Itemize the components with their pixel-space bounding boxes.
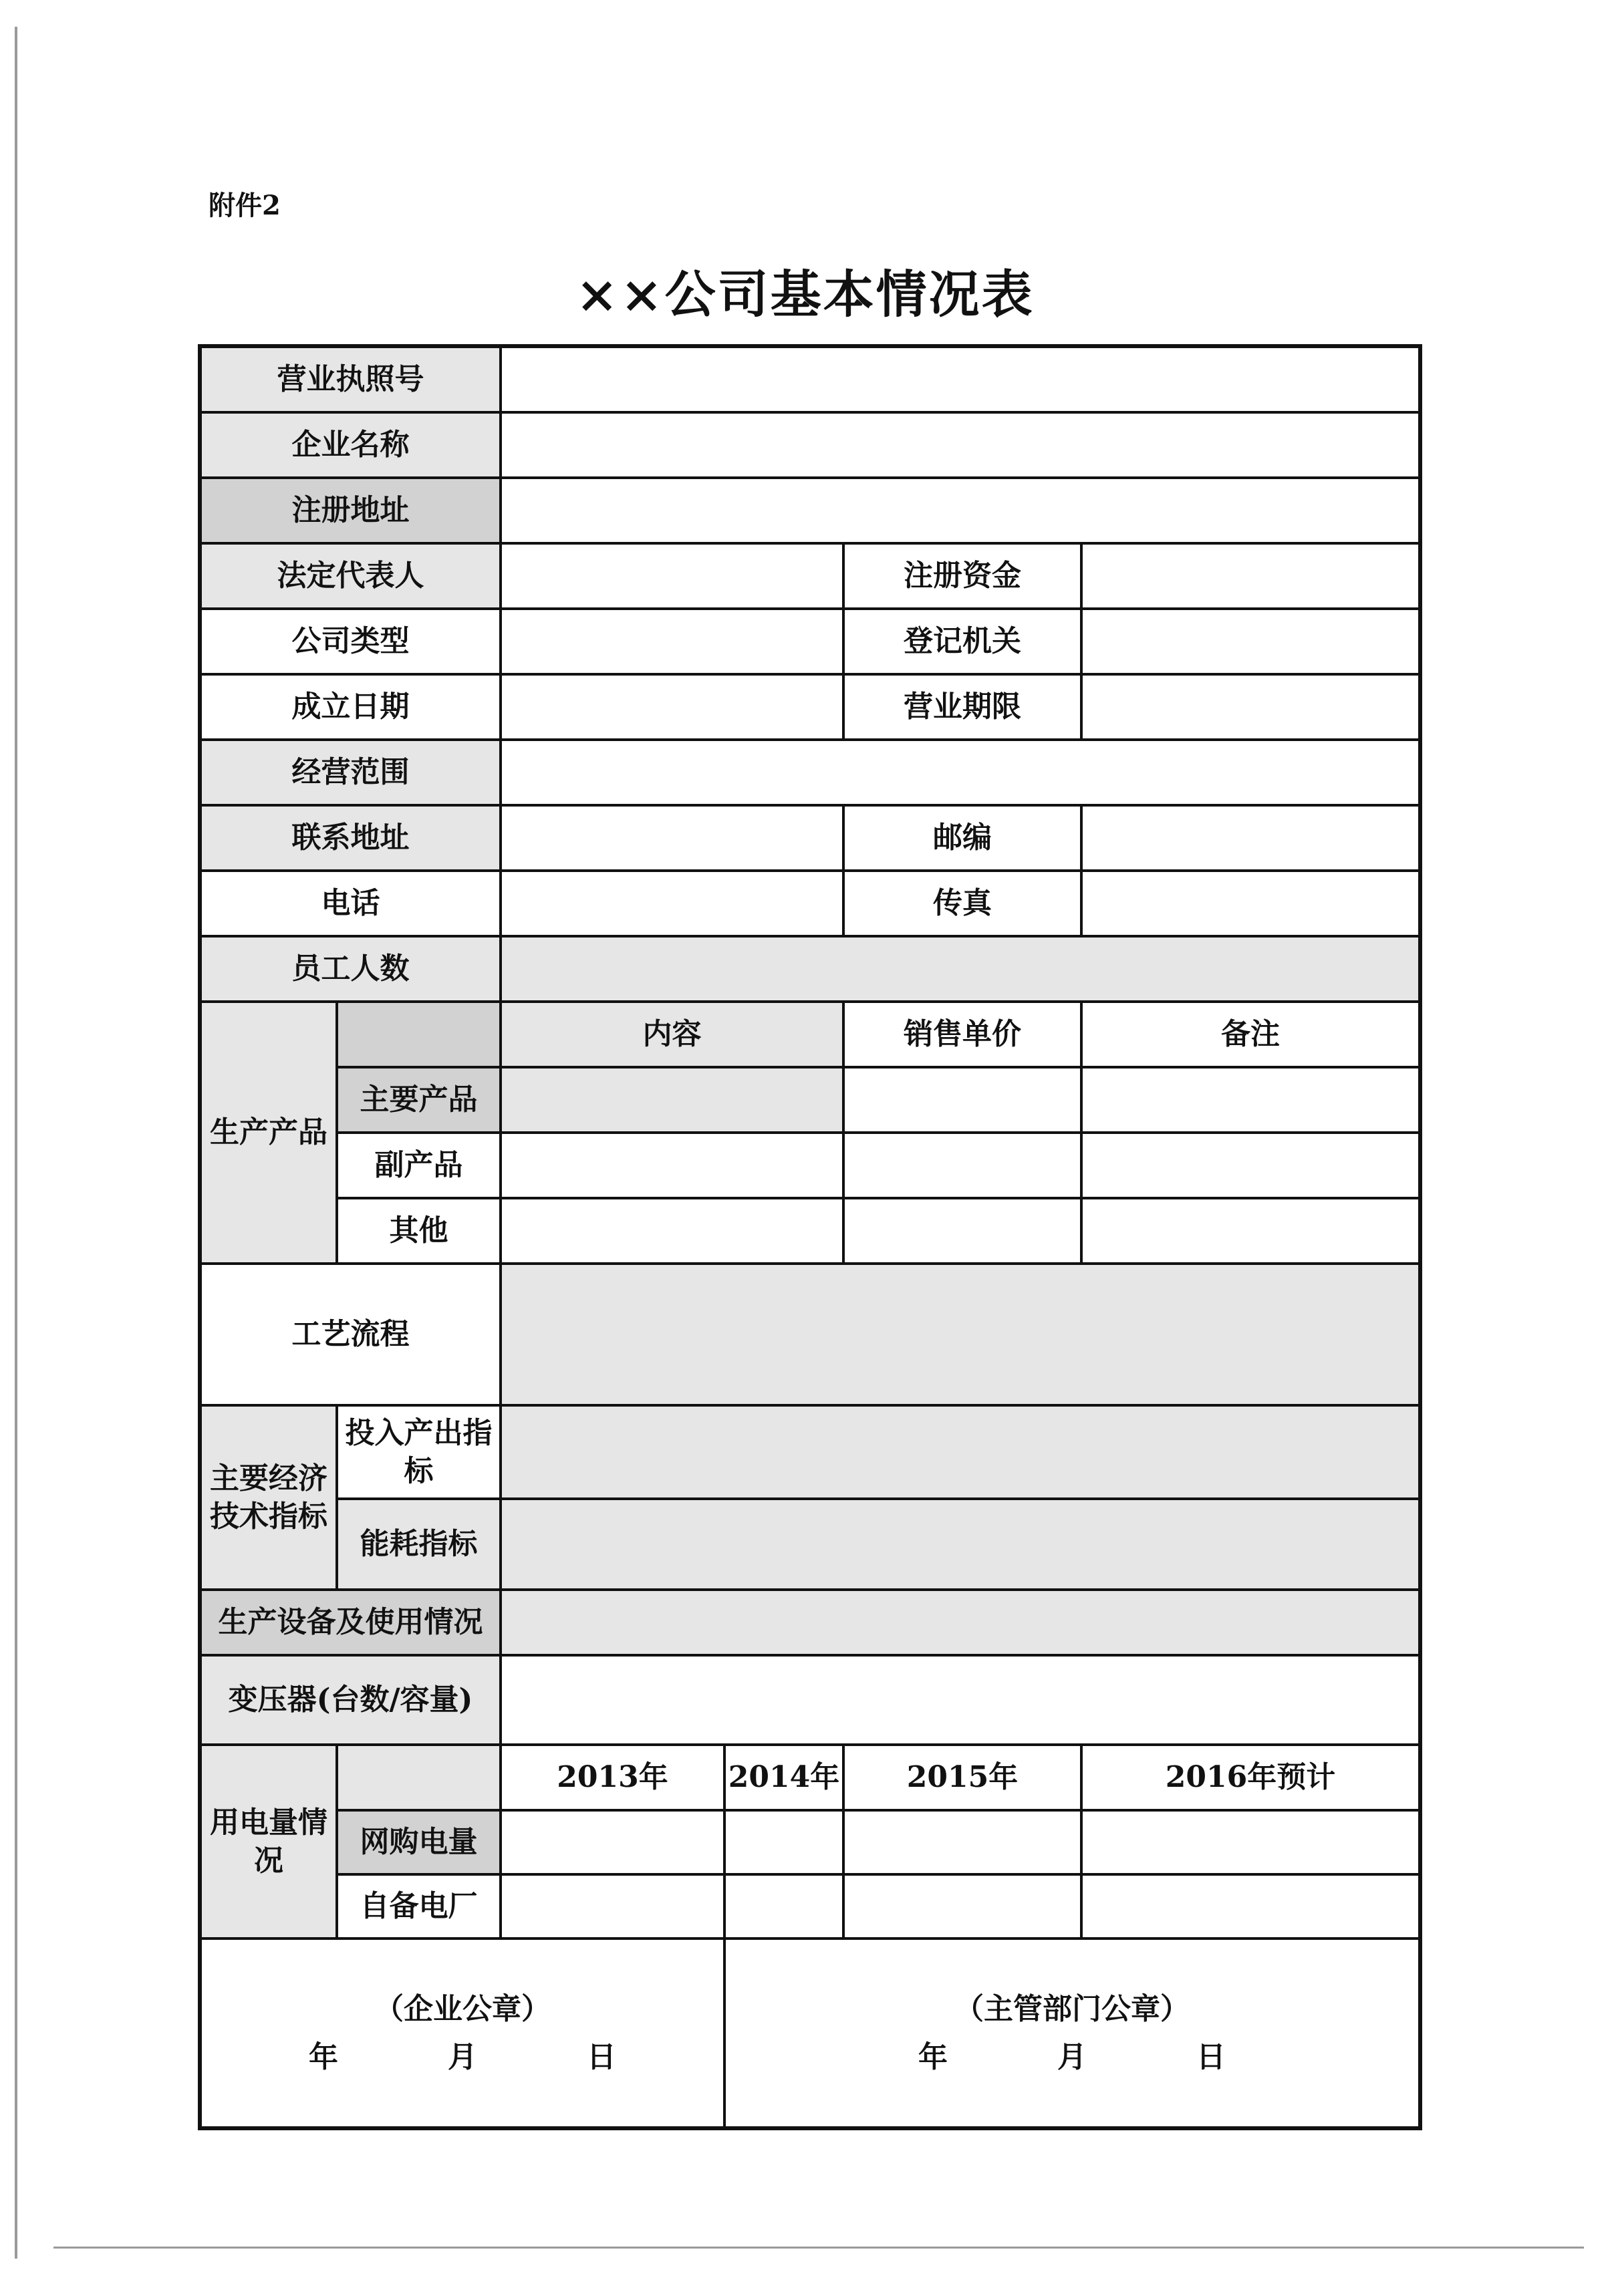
- main-products-label: 主要产品: [337, 1067, 501, 1133]
- row-process-flow: [200, 1264, 1420, 1405]
- company-name-field[interactable]: [501, 412, 1420, 478]
- attachment-label: 附件2: [209, 190, 281, 221]
- row-products-header: [200, 1002, 1420, 1067]
- main-products-remarks-field[interactable]: [1081, 1067, 1420, 1133]
- row-main-products: [200, 1067, 1420, 1133]
- self-power-plant-2015-field[interactable]: [843, 1874, 1081, 1939]
- scan-edge: [15, 27, 17, 2259]
- transformer-label: 变压器(台数/容量): [200, 1655, 501, 1745]
- authority-year-label: 年: [918, 2039, 948, 2074]
- row-others: [200, 1198, 1420, 1264]
- electricity-header-blank: [337, 1745, 501, 1810]
- production-products-label: 生产产品: [200, 1002, 337, 1264]
- registered-address-field[interactable]: [501, 478, 1420, 543]
- registered-address-label: 注册地址: [200, 478, 501, 543]
- row-by-products: [200, 1133, 1420, 1198]
- others-remarks-field[interactable]: [1081, 1198, 1420, 1264]
- transformer-field[interactable]: [501, 1655, 1420, 1745]
- page-title: ××公司基本情况表: [575, 265, 1035, 324]
- registered-capital-field[interactable]: [1081, 543, 1420, 609]
- registration-authority-field[interactable]: [1081, 609, 1420, 674]
- content-header: 内容: [501, 1002, 843, 1067]
- fax-label: 传真: [843, 871, 1081, 936]
- row-transformer: [200, 1655, 1420, 1745]
- year-2015-header: 2015年: [843, 1745, 1081, 1810]
- employees-field[interactable]: [501, 936, 1420, 1002]
- self-power-plant-2016-field[interactable]: [1081, 1874, 1420, 1939]
- econ-tech-indicators-label: 主要经济技术指标: [200, 1405, 337, 1590]
- row-license-no: [200, 346, 1420, 412]
- legal-rep-label: 法定代表人: [200, 543, 501, 609]
- enterprise-seal-area[interactable]: [200, 1939, 724, 2128]
- row-employees: [200, 936, 1420, 1002]
- by-products-label: 副产品: [337, 1133, 501, 1198]
- equipment-field[interactable]: [501, 1590, 1420, 1655]
- grid-purchase-label: 网购电量: [337, 1810, 501, 1874]
- row-input-output: [200, 1405, 1420, 1499]
- authority-seal-label: （主管部门公章）: [954, 1992, 1190, 2027]
- others-label: 其他: [337, 1198, 501, 1264]
- phone-label: 电话: [200, 871, 501, 936]
- enterprise-day-label: 日: [587, 2039, 616, 2074]
- year-2014-header: 2014年: [724, 1745, 843, 1810]
- row-established-date: [200, 674, 1420, 740]
- row-company-name: [200, 412, 1420, 478]
- others-price-field[interactable]: [843, 1198, 1081, 1264]
- year-2016-forecast-header: 2016年预计: [1081, 1745, 1420, 1810]
- row-energy-consumption: [200, 1499, 1420, 1590]
- row-registered-address: [200, 478, 1420, 543]
- energy-consumption-field[interactable]: [501, 1499, 1420, 1590]
- main-products-content-field[interactable]: [501, 1067, 843, 1133]
- products-header-blank: [337, 1002, 501, 1067]
- company-type-field[interactable]: [501, 609, 843, 674]
- company-type-label: 公司类型: [200, 609, 501, 674]
- sale-price-header: 销售单价: [843, 1002, 1081, 1067]
- enterprise-seal-label: （企业公章）: [374, 1992, 551, 2027]
- row-contact-address: [200, 805, 1420, 871]
- business-scope-label: 经营范围: [200, 740, 501, 805]
- enterprise-year-label: 年: [309, 2039, 338, 2074]
- row-grid-purchase: [200, 1810, 1420, 1874]
- energy-consumption-label: 能耗指标: [337, 1499, 501, 1590]
- self-power-plant-2013-field[interactable]: [501, 1874, 724, 1939]
- legal-rep-field[interactable]: [501, 543, 843, 609]
- row-equipment: [200, 1590, 1420, 1655]
- company-info-table: [198, 344, 1422, 2130]
- registration-authority-label: 登记机关: [843, 609, 1081, 674]
- business-scope-field[interactable]: [501, 740, 1420, 805]
- grid-purchase-2014-field[interactable]: [724, 1810, 843, 1874]
- grid-purchase-2016-field[interactable]: [1081, 1810, 1420, 1874]
- row-self-power-plant: [200, 1874, 1420, 1939]
- row-business-scope: [200, 740, 1420, 805]
- license-no-field[interactable]: [501, 346, 1420, 412]
- business-term-field[interactable]: [1081, 674, 1420, 740]
- established-date-field[interactable]: [501, 674, 843, 740]
- phone-field[interactable]: [501, 871, 843, 936]
- process-flow-label: 工艺流程: [200, 1264, 501, 1405]
- main-products-price-field[interactable]: [843, 1067, 1081, 1133]
- authority-seal-date: [918, 2038, 1226, 2076]
- row-legal-rep: [200, 543, 1420, 609]
- electricity-usage-label: 用电量情况: [200, 1745, 337, 1939]
- enterprise-seal-date: [309, 2038, 616, 2076]
- enterprise-month-label: 月: [448, 2039, 477, 2074]
- contact-address-field[interactable]: [501, 805, 843, 871]
- contact-address-label: 联系地址: [200, 805, 501, 871]
- by-products-price-field[interactable]: [843, 1133, 1081, 1198]
- authority-month-label: 月: [1057, 2039, 1087, 2074]
- grid-purchase-2015-field[interactable]: [843, 1810, 1081, 1874]
- equipment-label: 生产设备及使用情况: [200, 1590, 501, 1655]
- self-power-plant-label: 自备电厂: [337, 1874, 501, 1939]
- grid-purchase-2013-field[interactable]: [501, 1810, 724, 1874]
- self-power-plant-2014-field[interactable]: [724, 1874, 843, 1939]
- fax-field[interactable]: [1081, 871, 1420, 936]
- others-content-field[interactable]: [501, 1198, 843, 1264]
- postcode-field[interactable]: [1081, 805, 1420, 871]
- business-term-label: 营业期限: [843, 674, 1081, 740]
- scan-edge-bottom: [53, 2247, 1584, 2249]
- input-output-label: 投入产出指标: [337, 1405, 501, 1499]
- year-2013-header: 2013年: [501, 1745, 724, 1810]
- row-company-type: [200, 609, 1420, 674]
- registered-capital-label: 注册资金: [843, 543, 1081, 609]
- established-date-label: 成立日期: [200, 674, 501, 740]
- postcode-label: 邮编: [843, 805, 1081, 871]
- by-products-content-field[interactable]: [501, 1133, 843, 1198]
- by-products-remarks-field[interactable]: [1081, 1133, 1420, 1198]
- license-no-label: 营业执照号: [200, 346, 501, 412]
- employees-label: 员工人数: [200, 936, 501, 1002]
- remarks-header: 备注: [1081, 1002, 1420, 1067]
- process-flow-field[interactable]: [501, 1264, 1420, 1405]
- row-seals: [200, 1939, 1420, 2128]
- authority-day-label: 日: [1196, 2039, 1226, 2074]
- authority-seal-area[interactable]: [724, 1939, 1420, 2128]
- company-name-label: 企业名称: [200, 412, 501, 478]
- input-output-field[interactable]: [501, 1405, 1420, 1499]
- row-phone: [200, 871, 1420, 936]
- row-electricity-header: [200, 1745, 1420, 1810]
